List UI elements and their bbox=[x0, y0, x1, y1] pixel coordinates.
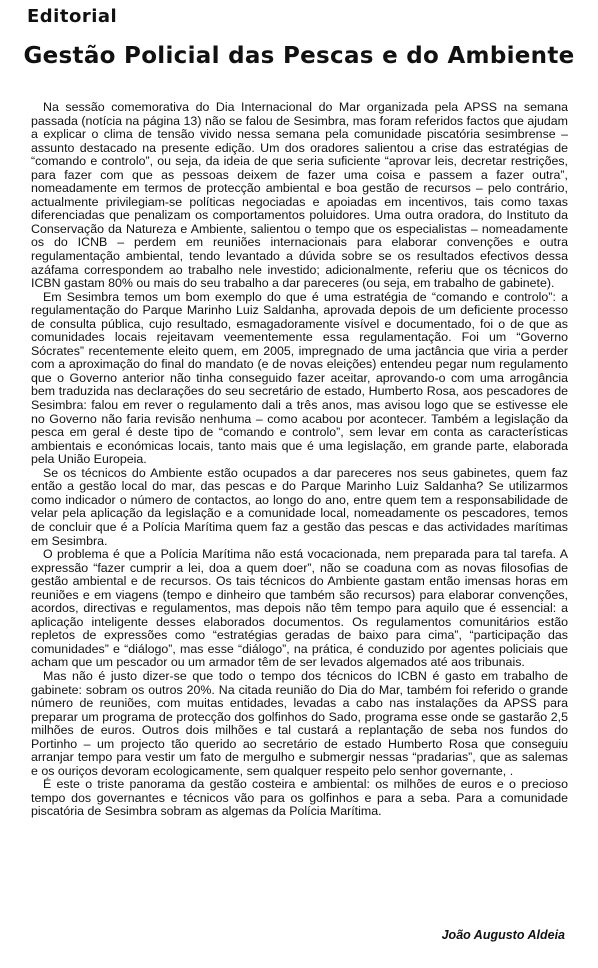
paragraph-3: Se os técnicos do Ambiente estão ocupados a dar pareceres nos seus gabinetes, quem faz então a gestão local do mar, das pescas e do Parque Marinho Luiz Saldanha? Se utilizarmos como indicador o número de contactos, ao longo do ano, entre quem tem a responsabilidade de velar pela aplicação da legislação e a comunidade local, nomeadamente os pescadores, temos de concluir que é a Polícia Marítima quem faz a gestão das pescas e das actividades marítimas em Sesimbra. bbox=[31, 465, 568, 548]
paragraph-2: Em Sesimbra temos um bom exemplo do que é uma estratégia de “comando e controlo”: a regulamentação do Parque Marinho Luiz Saldanha, aprovada depois de um deficiente processo de consulta pública, cujo resultado, esmagadoramente visível e documentado, foi o de que as comunidades locais rejeitavam veementemente essa regulamentação. Foi um “Governo Sócrates” recentemente eleito quem, em 2005, impregnado de uma jactância que viria a perder com a aproximação do final do mandato (e de novas eleições) entendeu pegar num regulamento que o Governo anterior não tinha conseguido fazer aceitar, aprovando-o com uma arrogância bem traduzida nas declarações do seu secretário de estado, Humberto Rosa, aos pescadores de Sesimbra: falou em rever o regulamento dali a três anos, mas avisou logo que se estivesse ele no Governo não faria revisão nenhuma – como acabou por acontecer. Também a legislação da pesca em geral é deste tipo de “comando e controlo”, sem levar em conta as características ambientais e económicas locais, tanto mais que é uma legislação, em grande parte, elaborada pela União Europeia. bbox=[31, 289, 568, 467]
section-label: Editorial bbox=[27, 6, 118, 27]
article-headline: Gestão Policial das Pescas e do Ambiente bbox=[23, 43, 575, 69]
paragraph-4: O problema é que a Polícia Marítima não está vocacionada, nem preparada para tal tarefa. A expressão “fazer cumprir a lei, doa a quem doer”, não se coaduna com as novas filosofias de gestão ambiental e de recursos. Os tais técnicos do Ambiente gastam então imensas horas em reuniões e em viagens (tempo e dinheiro que também são recursos) para elaborar convenções, acordos, directivas e regulamentos, mas depois não têm tempo para aquilo que é essencial: a aplicação inteligente desses elaborados documentos. Os regulamentos comunitários estão repletos de expressões como “estratégias geradas de baixo para cima”, “participação das comunidades” e “diálogo”, mas esse “diálogo”, na prática, é conduzido por agentes policiais que acham que um pescador ou um armador têm de ser levados algemados até aos tribunais. bbox=[31, 547, 568, 670]
paragraph-5: Mas não é justo dizer-se que todo o tempo dos técnicos do ICBN é gasto em trabalho de gabinete: sobram os outros 20%. Na citada reunião do Dia do Mar, também foi referido o grande número de reuniões, com muitas entidades, levadas a cabo nas instalações da APSS para preparar um programa de protecção dos golfinhos do Sado, programa esse onde se gastarão 2,5 milhões de euros. Outros dois milhões e tal custará a replantação de seba nos fundos do Portinho – um projecto tão querido ao secretário de estado Humberto Rosa que conseguiu arranjar tempo para vestir um fato de mergulho e submergir nessas “pradarias”, que as salemas e os ouriços devoram ecologicamente, sem qualquer respeito pelo senhor governante, . bbox=[31, 668, 568, 778]
author-byline: João Augusto Aldeia bbox=[441, 928, 565, 942]
paragraph-6: É este o triste panorama da gestão costeira e ambiental: os milhões de euros e o precioso tempo dos governantes e técnicos vão para os golfinhos e para a seba. Para a comunidade piscatória de Sesimbra sobram as algemas da Polícia Marítima. bbox=[31, 777, 568, 819]
article-body bbox=[31, 101, 568, 819]
paragraph-1: Na sessão comemorativa do Dia Internacional do Mar organizada pela APSS na semana passada (notícia na página 13) não se falou de Sesimbra, mas foram referidos factos que ajudam a explicar o clima de tensão vivido nessa semana pela comunidade piscatória sesimbrense – assunto destacado na presente edição. Um dos oradores salientou a crise das estratégias de “comando e controlo”, ou seja, da ideia de que seria suficiente “aprovar leis, decretar restrições, para fazer com que as pessoas deixem de fazer uma coisa e passem a fazer outra”, nomeadamente em termos de protecção ambiental e boa gestão de recursos – pelo contrário, actualmente privilegiam-se políticas negociadas e apoiadas em incentivos, tais como taxas diferenciadas que penalizam os comportamentos poluidores. Uma outra oradora, do Instituto da Conservação da Natureza e Ambiente, salientou o tempo que os especialistas – nomeadamente os do ICNB – perdem em reuniões internacionais para elaborar convenções e outra regulamentação ambiental, tendo levantado a dúvida sobre se os resultados efectivos dessa azáfama correspondem ao trabalho nele investido; adicionalmente, referiu que os técnicos do ICBN gastam 80% ou mais do seu trabalho a dar pareceres (ou seja, em trabalho de gabinete). bbox=[31, 100, 568, 291]
